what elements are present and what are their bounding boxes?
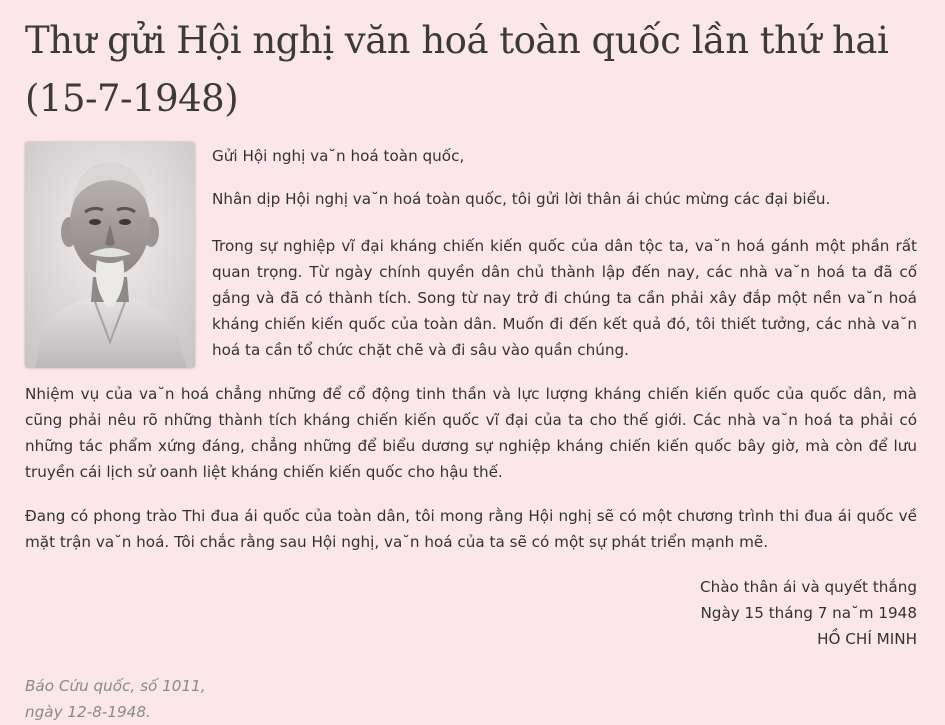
source-line-1: Báo Cứu quốc, số 1011, [25, 677, 206, 695]
source-line-2: ngày 12-8-1948. [25, 703, 151, 721]
signature-block [700, 574, 917, 652]
signature-name: HỒ CHÍ MINH [817, 630, 917, 648]
signature-date: Ngày 15 tháng 7 na˘m 1948 [700, 604, 917, 622]
article-title: Thư gửi Hội nghị văn hoá toàn quốc lần thứ hai (15-7-1948) [25, 19, 889, 120]
paragraph-4: Đang có phong trào Thi đua ái quốc của toàn dân, tôi mong rằng Hội nghị sẽ có một chương trình thi đua ái quốc về mặt trận va˘n hoá. Tôi chắc rằng sau Hội nghị, va˘n hoá của ta sẽ có một sự phát triển mạnh mẽ. [25, 507, 917, 551]
paragraph-3: Nhiệm vụ của va˘n hoá chẳng những để cổ động tinh thần và lực lượng kháng chiến kiến quốc của quốc dân, mà cũng phải nêu rõ những thành tích kháng chiến kiến quốc vĩ đại của ta cho thế giới. Các nhà va˘n hoá ta phải có những tác phẩm xứng đáng, chẳng những để biểu dương sự nghiệp kháng chiến kiến quốc bây giờ, mà còn để lưu truyền cái lịch sử oanh liệt kháng chiến kiến quốc cho hậu thế. [25, 385, 917, 481]
paragraph-1: Nhân dịp Hội nghị va˘n hoá toàn quốc, tôi gửi lời thân ái chúc mừng các đại biểu. [212, 190, 831, 208]
greeting: Gửi Hội nghị va˘n hoá toàn quốc, [212, 147, 465, 165]
signature-closing: Chào thân ái và quyết thắng [699, 578, 917, 596]
paragraph-2: Trong sự nghiệp vĩ đại kháng chiến kiến quốc của dân tộc ta, va˘n hoá gánh một phần rất quan trọng. Từ ngày chính quyền dân chủ thành lập đến nay, các nhà va˘n hoá ta đã cố gắng và đã có thành tích. Song từ nay trở đi chúng ta cần phải xây đắp một nền va˘n hoá kháng chiến kiến quốc của toàn dân. Muốn đi đến kết quả đó, tôi thiết tưởng, các nhà va˘n hoá ta cần tổ chức chặt chẽ và đi sâu vào quần chúng. [212, 237, 917, 359]
portrait-image [25, 142, 195, 368]
source-citation [25, 673, 206, 725]
